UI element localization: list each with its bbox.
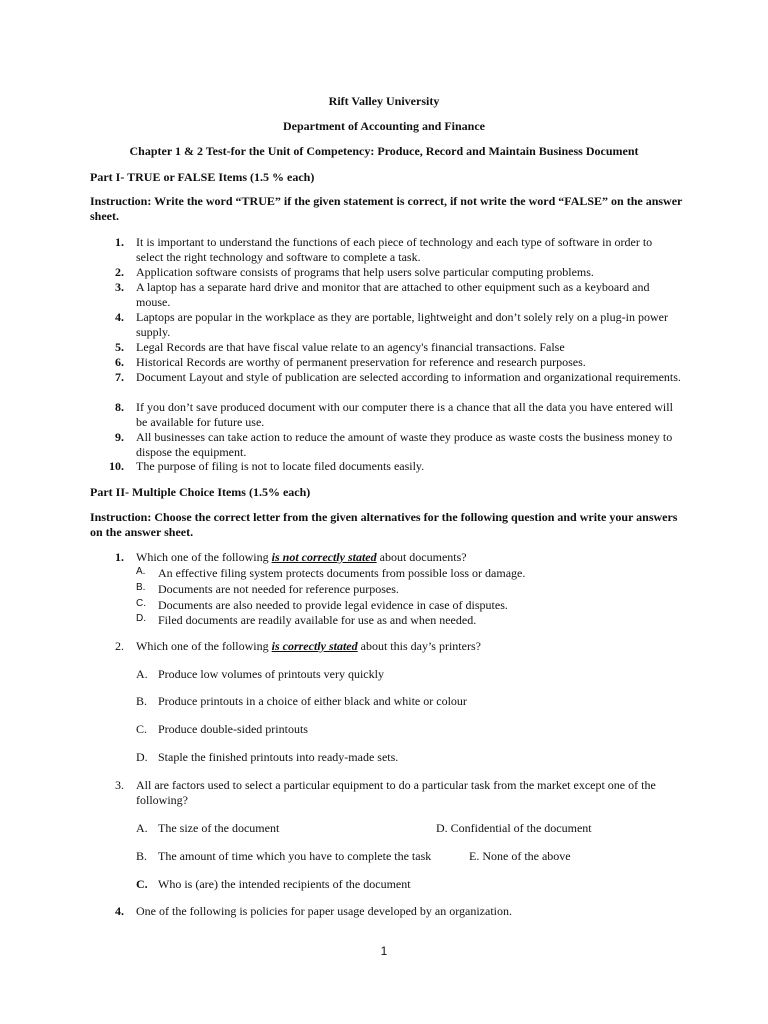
- item-text: A laptop has a separate hard drive and monitor that are attached to other equipment such as a keyboard and mouse.: [136, 280, 650, 309]
- question-number: 4.: [115, 904, 124, 918]
- item-text: Document Layout and style of publication are selected according to information and organizational requirements.: [136, 370, 681, 384]
- question-text: All are factors used to select a particular equipment to do a particular task from the market except one of the following?: [136, 778, 656, 807]
- part1-heading: Part I- TRUE or FALSE Items (1.5 % each): [90, 170, 315, 184]
- test-title: Chapter 1 & 2 Test-for the Unit of Competency: Produce, Record and Maintain Business Document: [129, 144, 639, 158]
- item-number: 5.: [115, 340, 124, 354]
- question-number: 1.: [115, 550, 124, 564]
- item-text: It is important to understand the functions of each piece of technology and each type of software in order to select the right technology and software to complete a task.: [136, 235, 653, 264]
- question-text: Which one of the following is correctly stated about this day’s printers?: [136, 639, 481, 653]
- item-number: 2.: [115, 265, 124, 279]
- part1-instruction: Instruction: Write the word “TRUE” if the given statement is correct, if not write the word “FALSE” on the answer sheet.: [90, 194, 683, 223]
- item-text: Application software consists of programs that help users solve particular computing problems.: [136, 265, 594, 279]
- item-number: 1.: [115, 235, 124, 249]
- item-number: 6.: [115, 355, 124, 369]
- document-page: Rift Valley University Department of Accounting and Finance Chapter 1 & 2 Test-for the Unit of Competency: Produce, Record and Maintain Business Document Part I- TRUE or FALSE Items (1.5 % each) Instruction: Write the word “TRUE” if the given statement is correct, if not write the word “FALSE” on the answer sheet. 1. It is important to understand the functions of each piece of technology and each type of software in order to select the right technology and software to complete a task. 2. Application software consists of programs that help users solve particular computing problems. 3. A laptop has a separate hard drive and monitor that are attached to other equipment such as a keyboard and mouse. 4. Laptops are popular in the workplace as they are portable, lightweight and don’t solely rely on a plug-in power supply. 5. Legal Records are that have fiscal value relate to an agency's financial transactions. False 6. Historical Records are worthy of permanent preservation for reference and research purposes. 7. Document Layout and style of publication are selected according to information and organizational requirements. 8. If you don’t save produced document with our computer there is a chance that all the data you have entered will be available for future use. 9. All businesses can take action to reduce the amount of waste they produce as waste costs the business money to dispose the equipment. 10. The purpose of filing is not to locate filed documents easily. Part II- Multiple Choice Items (1.5% each) Instruction: Choose the correct letter from the given alternatives for the following question and write your answers on the answer sheet. 1. Which one of the following is not correctly stated about documents? A. An effective filing system protects documents from possible loss or damage. B. Documents are not needed for reference purposes. C. Documents are also needed to provide legal evidence in case of disputes. D. Filed documents are readily available for use as and when needed. 2. Which one of the following is correctly stated about this day’s printers? A. Produce low volumes of printouts very quickly B. Produce printouts in a choice of either black and white or colour C. Produce double-sided printouts D. Staple the finished printouts into ready-made sets. 3. All are factors used to select a particular equipment to do a particular task from the market except one of the following? A. The size of the document D. Confidential of the document B. The amount of time which you have to complete the task E. None of the above C. Who is (are) the intended recipients of the document 4. One of the following is policies for paper usage developed by an organization. 1: [0, 0, 768, 1024]
- part2-instruction: Instruction: Choose the correct letter from the given alternatives for the following question and write your answers on the answer sheet.: [90, 510, 678, 539]
- item-number: 8.: [115, 400, 124, 414]
- item-number: 7.: [115, 370, 124, 384]
- q3-option-e: E. None of the above: [469, 849, 571, 863]
- university-title: Rift Valley University: [328, 94, 440, 108]
- item-number: 4.: [115, 310, 124, 324]
- q3-option-d: D. Confidential of the document: [436, 821, 592, 835]
- item-text: If you don’t save produced document with our computer there is a chance that all the data you have entered will be available for future use.: [136, 400, 673, 429]
- item-text: Laptops are popular in the workplace as they are portable, lightweight and don’t solely rely on a plug-in power supply.: [136, 310, 668, 339]
- question-text: Which one of the following is not correctly stated about documents?: [136, 550, 467, 564]
- item-text: Legal Records are that have fiscal value relate to an agency's financial transactions. False: [136, 340, 565, 354]
- part2-heading: Part II- Multiple Choice Items (1.5% each): [90, 485, 311, 499]
- item-number: 9.: [115, 430, 124, 444]
- item-text: All businesses can take action to reduce the amount of waste they produce as waste costs the business money to dispose the equipment.: [136, 430, 673, 459]
- question-emphasis: is correctly stated: [271, 639, 358, 653]
- item-number: 10.: [109, 459, 124, 473]
- question-text: One of the following is policies for paper usage developed by an organization.: [136, 904, 513, 918]
- item-text: The purpose of filing is not to locate filed documents easily.: [136, 459, 425, 473]
- page-number: 1: [380, 944, 388, 958]
- department-title: Department of Accounting and Finance: [283, 119, 485, 133]
- item-number: 3.: [115, 280, 124, 294]
- item-text: Historical Records are worthy of permanent preservation for reference and research purposes.: [136, 355, 586, 369]
- question-number: 2.: [115, 639, 124, 653]
- question-emphasis: is not correctly stated: [271, 550, 377, 564]
- question-number: 3.: [115, 778, 124, 792]
